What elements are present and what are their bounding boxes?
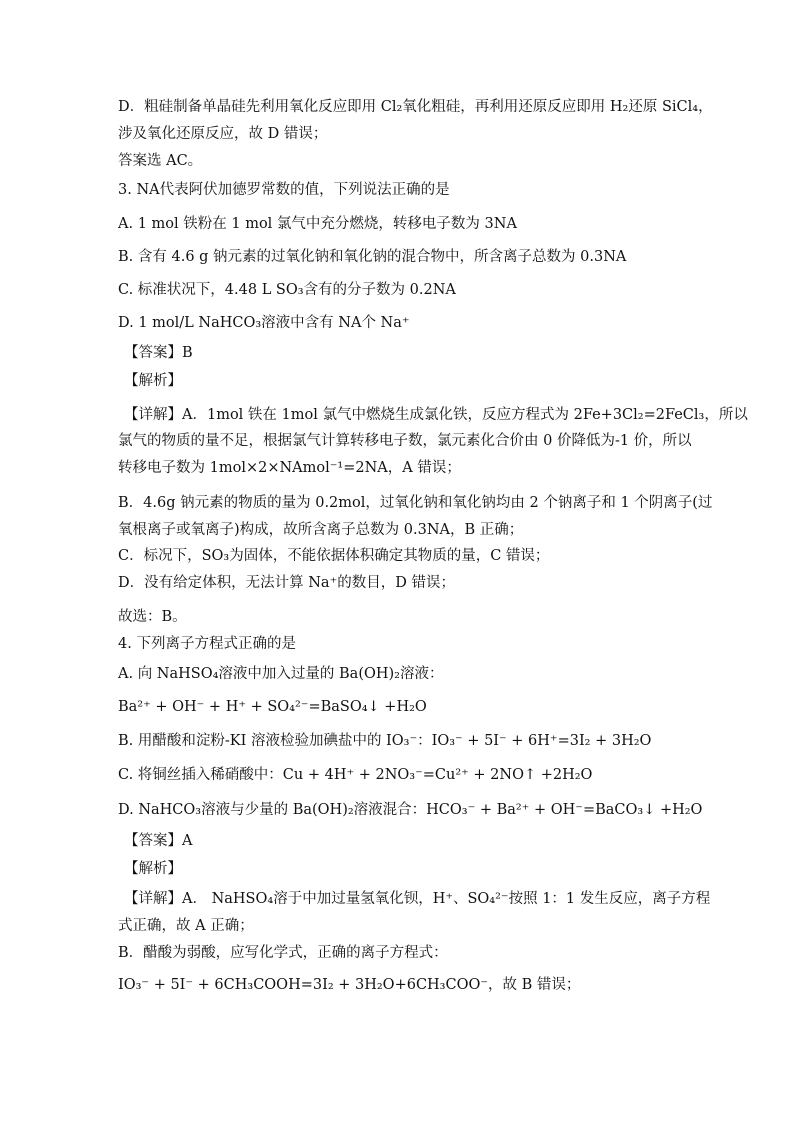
q4-option-d: D. NaHCO₃溶液与少量的 Ba(OH)₂溶液混合：HCO₃⁻ + Ba²⁺ + OH⁻=BaCO₃↓ +H₂O bbox=[118, 802, 703, 818]
q3-option-c: C. 标准状况下，4.48 L SO₃含有的分子数为 0.2NA bbox=[118, 282, 456, 298]
q4-analysis-heading: 【解析】 bbox=[124, 861, 182, 877]
q4-option-a: A. 向 NaHSO₄溶液中加入过量的 Ba(OH)₂溶液： bbox=[118, 666, 444, 682]
q4-detail-line2: 式正确，故 A 正确； bbox=[118, 918, 254, 934]
q3-option-b: B. 含有 4.6 g 钠元素的过氧化钠和氧化钠的混合物中，所含离子总数为 0.3NA bbox=[118, 249, 627, 265]
q3-detail-line7: D．没有给定体积，无法计算 Na⁺的数目，D 错误； bbox=[118, 575, 455, 591]
q2-answer-line: 答案选 AC。 bbox=[118, 153, 203, 169]
q4-detail-line3: B．醋酸为弱酸，应写化学式，正确的离子方程式： bbox=[118, 945, 448, 961]
q4-stem: 4. 下列离子方程式正确的是 bbox=[118, 636, 296, 652]
q4-detail-line1: 【详解】A． NaHSO₄溶于中加过量氢氧化钡，H⁺、SO₄²⁻按照 1：1 发生反应，离子方程 bbox=[124, 891, 711, 907]
q3-option-a: A. 1 mol 铁粉在 1 mol 氯气中充分燃烧，转移电子数为 3NA bbox=[118, 216, 517, 232]
q3-analysis-heading: 【解析】 bbox=[124, 373, 182, 389]
q3-detail-line5: 氧根离子或氧离子)构成，故所含离子总数为 0.3NA，B 正确； bbox=[118, 522, 524, 538]
q3-conclusion: 故选：B。 bbox=[118, 609, 187, 625]
q4-option-c: C. 将铜丝插入稀硝酸中：Cu + 4H⁺ + 2NO₃⁻=Cu²⁺ + 2NO↑ +2H₂O bbox=[118, 767, 593, 783]
q3-detail-line1: 【详解】A．1mol 铁在 1mol 氯气中燃烧生成氯化铁，反应方程式为 2Fe+3Cl₂=2FeCl₃，所以 bbox=[124, 407, 748, 423]
q3-option-d: D. 1 mol/L NaHCO₃溶液中含有 NA个 Na⁺ bbox=[118, 315, 410, 331]
q3-detail-line3: 转移电子数为 1mol×2×NAmol⁻¹=2NA，A 错误； bbox=[118, 460, 461, 476]
q3-answer: 【答案】B bbox=[124, 345, 193, 361]
q4-option-b: B. 用醋酸和淀粉-KI 溶液检验加碘盐中的 IO₃⁻：IO₃⁻ + 5I⁻ + 6H⁺=3I₂ + 3H₂O bbox=[118, 733, 652, 749]
q3-detail-line2: 氯气的物质的量不足，根据氯气计算转移电子数，氯元素化合价由 0 价降低为-1 价，所以 bbox=[118, 433, 692, 449]
q4-option-a-equation: Ba²⁺ + OH⁻ + H⁺ + SO₄²⁻=BaSO₄↓ +H₂O bbox=[118, 699, 427, 715]
q2-option-d-line1: D．粗硅制备单晶硅先利用氧化反应即用 Cl₂氧化粗硅，再利用还原反应即用 H₂还原 SiCl₄， bbox=[118, 99, 713, 115]
q3-detail-line4: B．4.6g 钠元素的物质的量为 0.2mol，过氧化钠和氧化钠均由 2 个钠离子和 1 个阴离子(过 bbox=[118, 495, 713, 511]
q3-stem: 3. NA代表阿伏加德罗常数的值，下列说法正确的是 bbox=[118, 182, 450, 198]
q2-option-d-line2: 涉及氧化还原反应，故 D 错误； bbox=[118, 126, 328, 142]
q4-detail-line4: IO₃⁻ + 5I⁻ + 6CH₃COOH=3I₂ + 3H₂O+6CH₃COO⁻，故 B 错误； bbox=[118, 977, 581, 993]
q4-answer: 【答案】A bbox=[124, 833, 193, 849]
q3-detail-line6: C．标况下，SO₃为固体，不能依据体积确定其物质的量，C 错误； bbox=[118, 548, 550, 564]
